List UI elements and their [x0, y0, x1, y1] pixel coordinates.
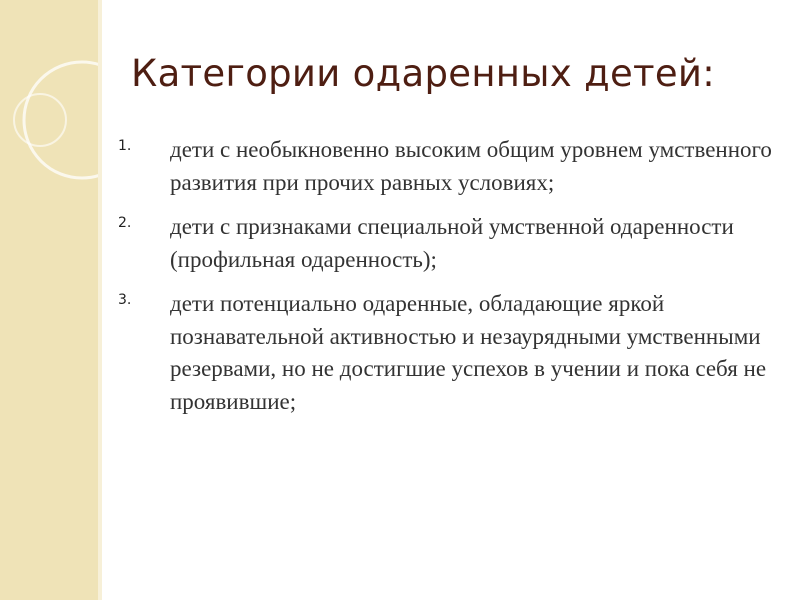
list-item-text: дети с признаками специальной умственной одаренности (профильная одаренность);	[170, 214, 734, 272]
category-list	[118, 134, 778, 430]
sidebar-edge	[98, 0, 102, 600]
decorative-rings-graphic	[0, 0, 100, 600]
list-item-number: 2.	[118, 215, 132, 231]
list-item-text: дети потенциально одаренные, обладающие яркой познавательной активностью и незаурядными умственными резервами, но не достигшие успехов в учении и пока себя не проявившие;	[170, 291, 767, 414]
list-item-number: 1.	[118, 138, 132, 154]
list-item	[118, 288, 778, 418]
decorative-sidebar	[0, 0, 98, 600]
list-item	[118, 211, 778, 276]
list-item-text: дети с необыкновенно высоким общим уровнем умственного развития при прочих равных условиях;	[170, 137, 772, 195]
slide-title: Категории одаренных детей:	[131, 52, 716, 95]
list-item	[118, 134, 778, 199]
list-item-number: 3.	[118, 292, 132, 308]
